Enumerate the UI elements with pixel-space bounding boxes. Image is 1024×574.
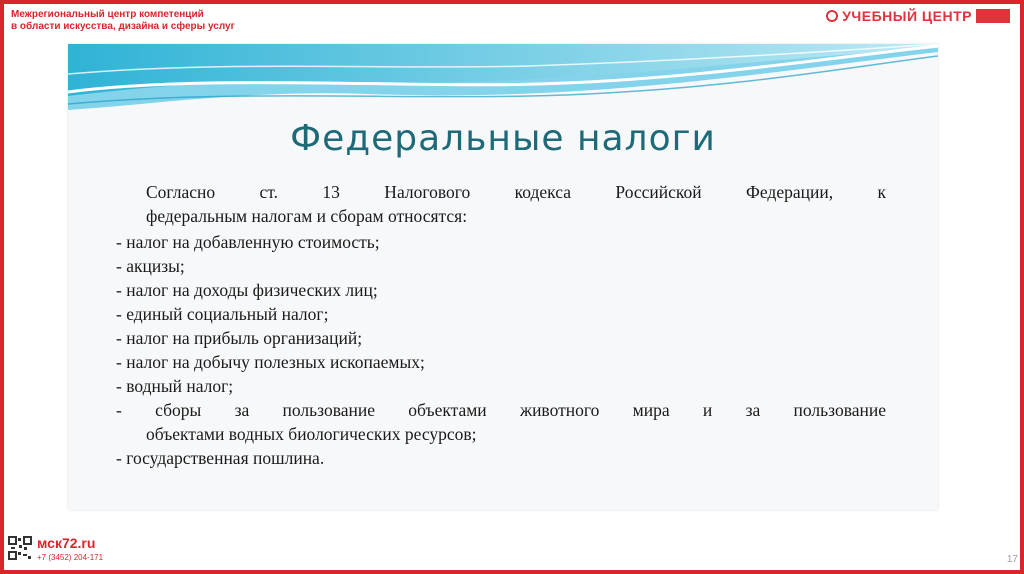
list-item: - водный налог; bbox=[116, 376, 234, 396]
qr-code-icon bbox=[8, 536, 32, 560]
list-item: - сборы за пользование объектами животного мира и за пользование bbox=[116, 400, 886, 420]
list-item: - налог на прибыль организаций; bbox=[116, 328, 363, 348]
page-number: 17 bbox=[1006, 554, 1018, 565]
organization-name bbox=[11, 9, 235, 33]
footer-website: мск72.ru bbox=[37, 535, 96, 551]
footer-phone: +7 (3452) 204-171 bbox=[37, 553, 104, 562]
brand-ring-icon bbox=[826, 10, 838, 22]
list-item-continuation: объектами водных биологических ресурсов; bbox=[146, 424, 477, 444]
slide-title: Федеральные налоги bbox=[290, 118, 716, 159]
list-item: - акцизы; bbox=[116, 256, 185, 276]
slide bbox=[68, 44, 938, 510]
organization-line-1: Межрегиональный центр компетенций bbox=[11, 9, 204, 20]
list-item: - налог на добавленную стоимость; bbox=[116, 232, 380, 252]
brand-logo bbox=[826, 8, 1010, 24]
intro-line-2: федеральным налогам и сборам относятся: bbox=[146, 206, 468, 226]
intro-line-1: Согласно ст. 13 Налогового кодекса Российской Федерации, к bbox=[146, 182, 886, 202]
list-item: - государственная пошлина. bbox=[116, 448, 325, 468]
wave-decoration bbox=[68, 44, 938, 116]
list-item: - налог на добычу полезных ископаемых; bbox=[116, 352, 425, 372]
list-item: - налог на доходы физических лиц; bbox=[116, 280, 378, 300]
brand-tagline-badge bbox=[976, 9, 1010, 23]
organization-line-2: в области искусства, дизайна и сферы услуг bbox=[11, 21, 235, 32]
brand-name: УЧЕБНЫЙ ЦЕНТР bbox=[842, 8, 972, 24]
list-item: - единый социальный налог; bbox=[116, 304, 329, 324]
slide-body bbox=[116, 180, 886, 470]
